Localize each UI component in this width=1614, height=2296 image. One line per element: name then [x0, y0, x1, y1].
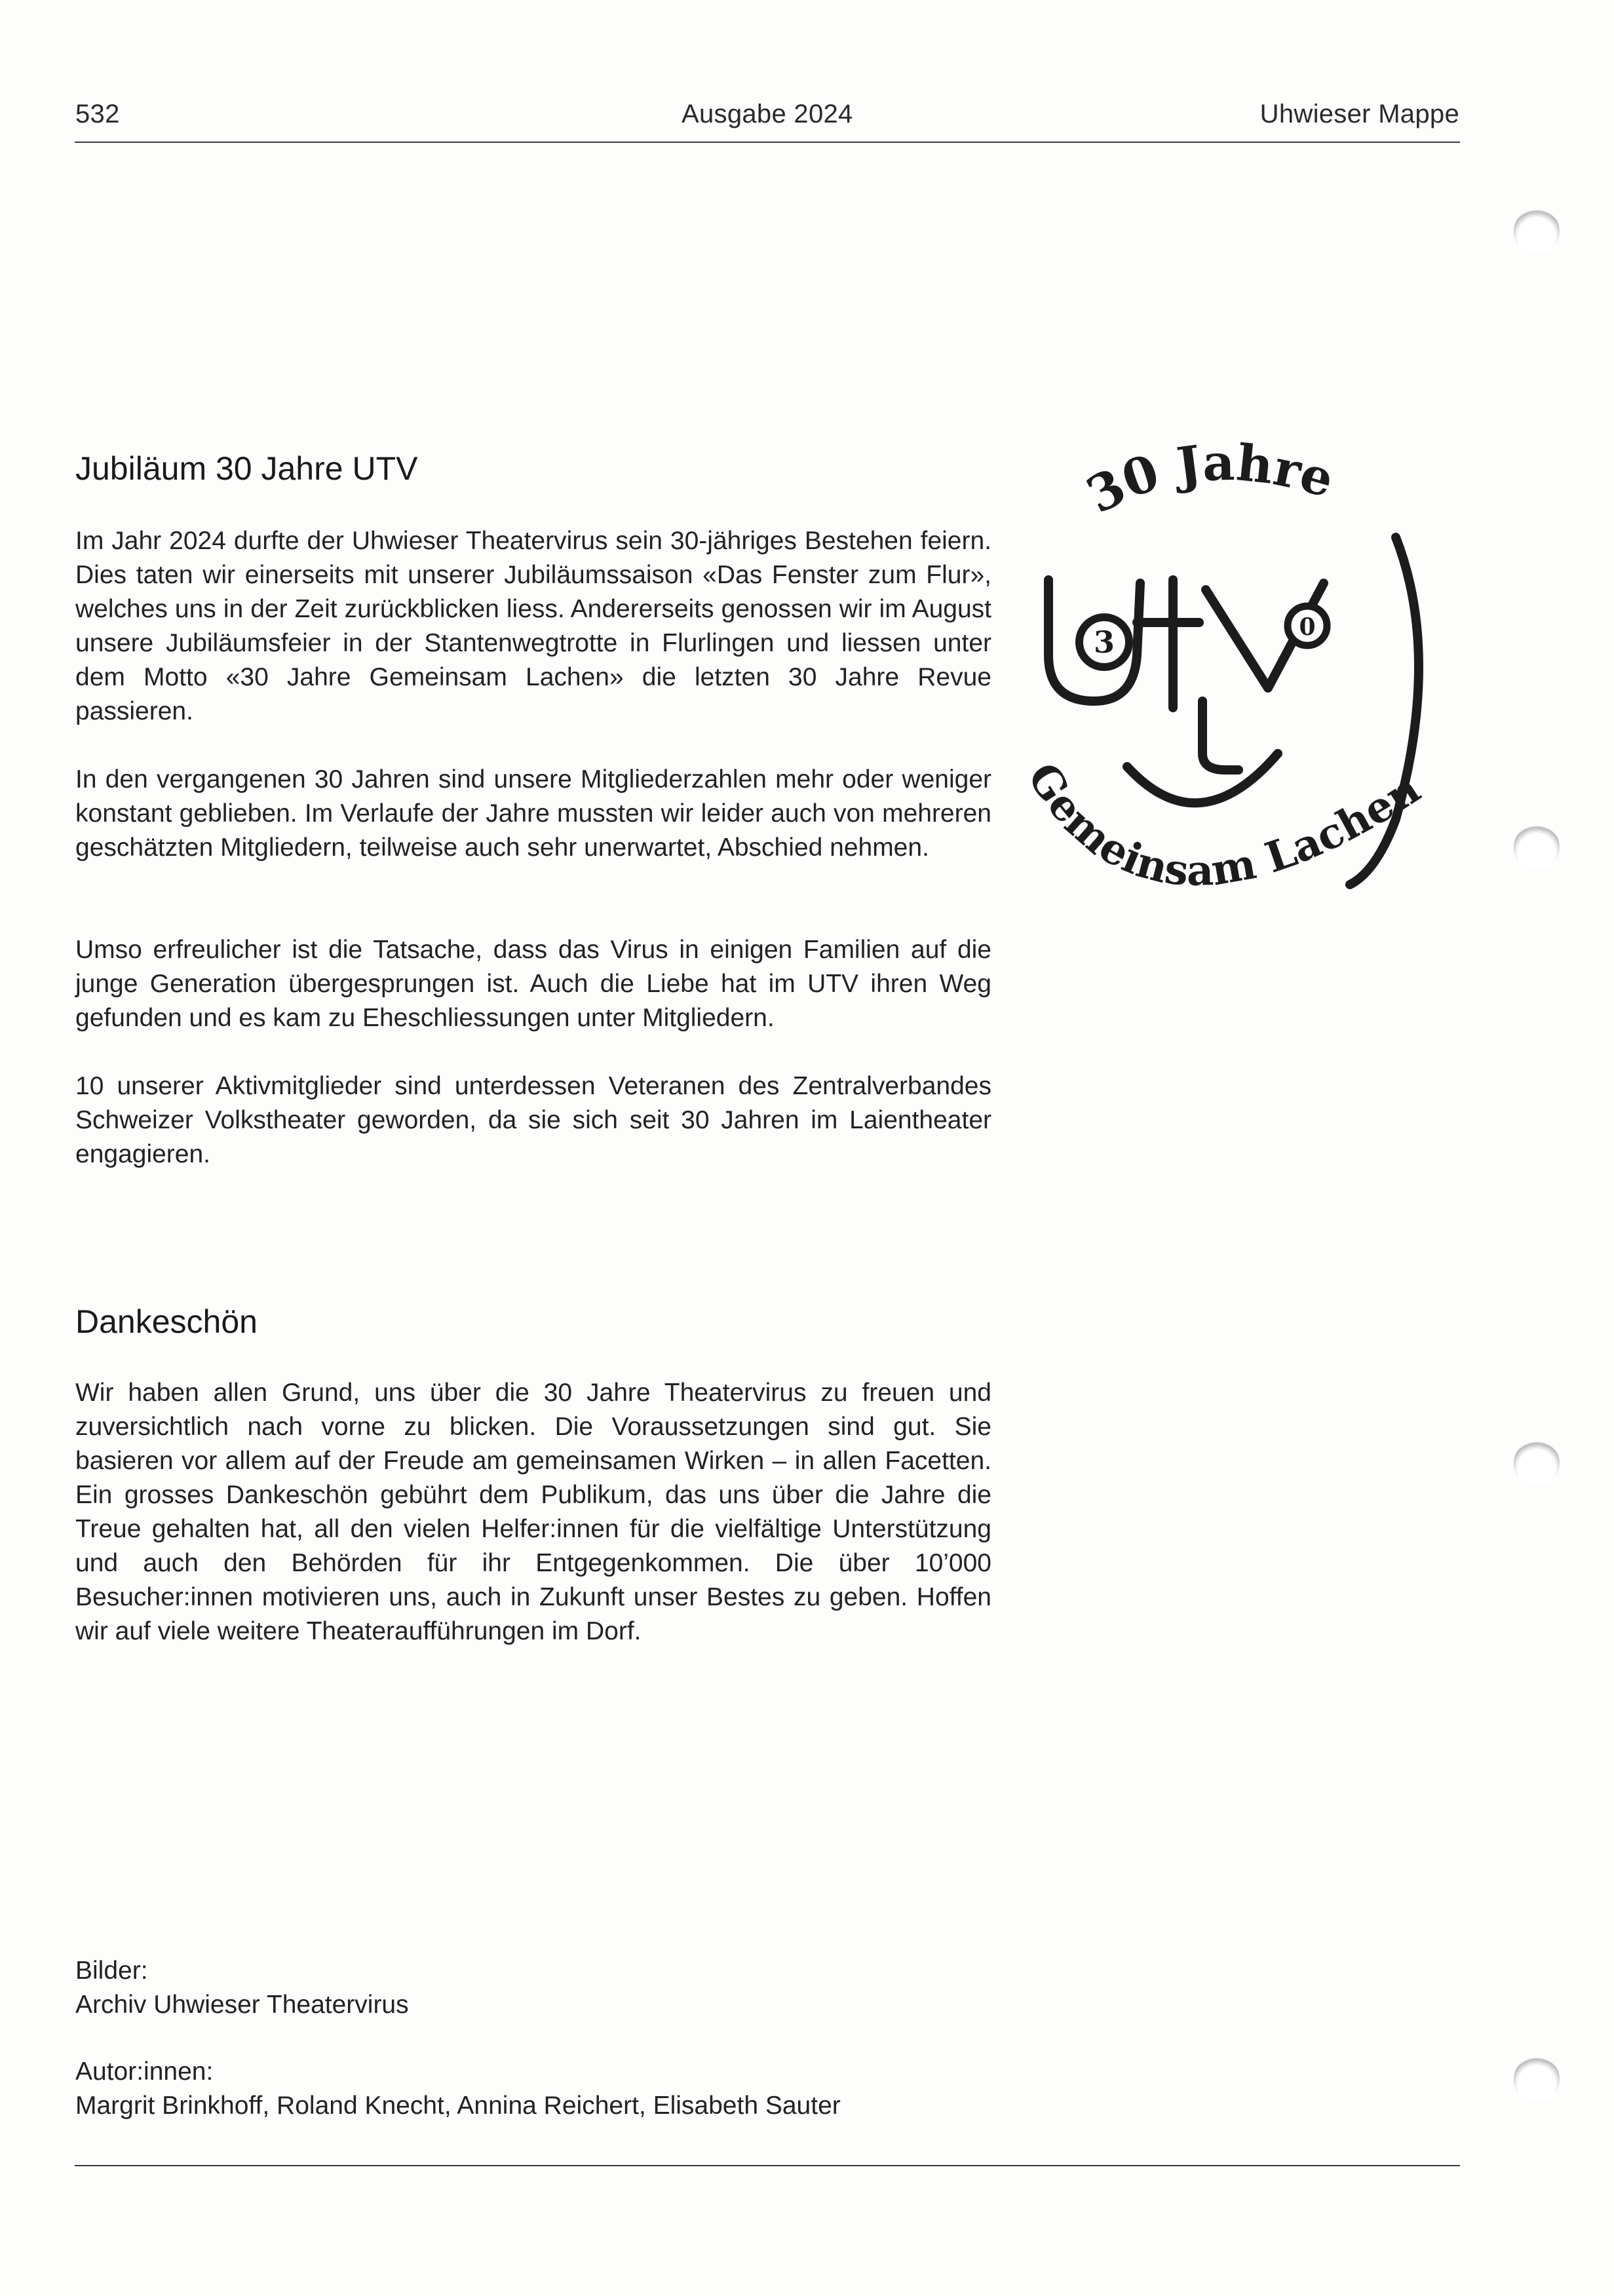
paragraph-1: Im Jahr 2024 durfte der Uhwieser Theatervirus sein 30-jähriges Bestehen feiern. Dies taten wir einerseits mit unserer Jubiläumssaison «Das Fenster zum Flur», welches uns in der Zeit zurückblicken liess. Andererseits genossen wir im August unsere Jubiläumsfeier in der Stantenwegtrotte in Flurlingen und liessen unter dem Motto «30 Jahre Gemeinsam Lachen» die letzten 30 Jahre Revue passieren.: [75, 527, 991, 725]
credit-authors-label: Autor:innen:: [75, 2057, 214, 2086]
utv-jubilee-logo: [1009, 426, 1461, 957]
section-title-dankeschoen: Dankeschön: [75, 1303, 258, 1340]
punch-hole: [1514, 1440, 1560, 1486]
credit-images-value: Archiv Uhwieser Theatervirus: [75, 1991, 409, 2019]
publication-title: Uhwieser Mappe: [1259, 100, 1459, 128]
edition-label: Ausgabe 2024: [682, 100, 853, 128]
paragraph-4: 10 unserer Aktivmitglieder sind unterdessen Veteranen des Zentralverbandes Schweizer Volkstheater geworden, da sie sich seit 30 Jahren im Laientheater engagieren.: [75, 1072, 991, 1168]
nose-stroke: [1202, 701, 1239, 770]
paragraph-2: In den vergangenen 30 Jahren sind unsere Mitgliederzahlen mehr oder weniger konstant geblieben. Im Verlaufe der Jahre mussten wir leider auch von mehreren geschätzten Mitgliedern, teilweise auch sehr unerwartet, Abschied nehmen.: [75, 765, 991, 862]
paragraph-thanks: Wir haben allen Grund, uns über die 30 Jahre Theatervirus zu freuen und zuversichtlich nach vorne zu blicken. Die Voraussetzungen sind gut. Sie basieren vor allem auf der Freude am gemeinsamen Wirken – in allen Facetten. Ein grosses Dankeschön gebührt dem Publikum, das uns über die Jahre die Treue gehalten hat, all den vielen Helfer:innen für die vielfältige Unterstützung und auch den Behörden für ihr Entgegenkommen. Die über 10’000 Besucher:innen motivieren uns, auch in Zukunft unser Bestes zu geben. Hoffen wir auf viele weitere Theateraufführungen im Dorf.: [75, 1379, 991, 1645]
credit-authors-value: Margrit Brinkhoff, Roland Knecht, Annina Reichert, Elisabeth Sauter: [75, 2092, 841, 2120]
punch-hole: [1514, 824, 1560, 870]
header-rule: [75, 142, 1460, 143]
credit-images-label: Bilder:: [75, 1957, 148, 1985]
logo-top-text: 30 Jahre: [1077, 433, 1341, 525]
logo-digit-three: 3: [1093, 624, 1115, 660]
page-number: 532: [75, 100, 120, 128]
logo-digit-zero: 0: [1299, 613, 1316, 641]
punch-hole: [1514, 208, 1560, 254]
paragraph-3: Umso erfreulicher ist die Tatsache, dass das Virus in einigen Familien auf die junge Generation übergesprungen ist. Auch die Liebe hat im UTV ihren Weg gefunden und es kam zu Eheschliessungen unter Mitgliedern.: [75, 936, 991, 1032]
footer-rule: [75, 2165, 1460, 2166]
section-title-jubilaeum: Jubiläum 30 Jahre UTV: [75, 450, 418, 487]
logo-bottom-text: Gemeinsam Lachen: [1017, 754, 1429, 896]
punch-hole: [1514, 2056, 1560, 2102]
